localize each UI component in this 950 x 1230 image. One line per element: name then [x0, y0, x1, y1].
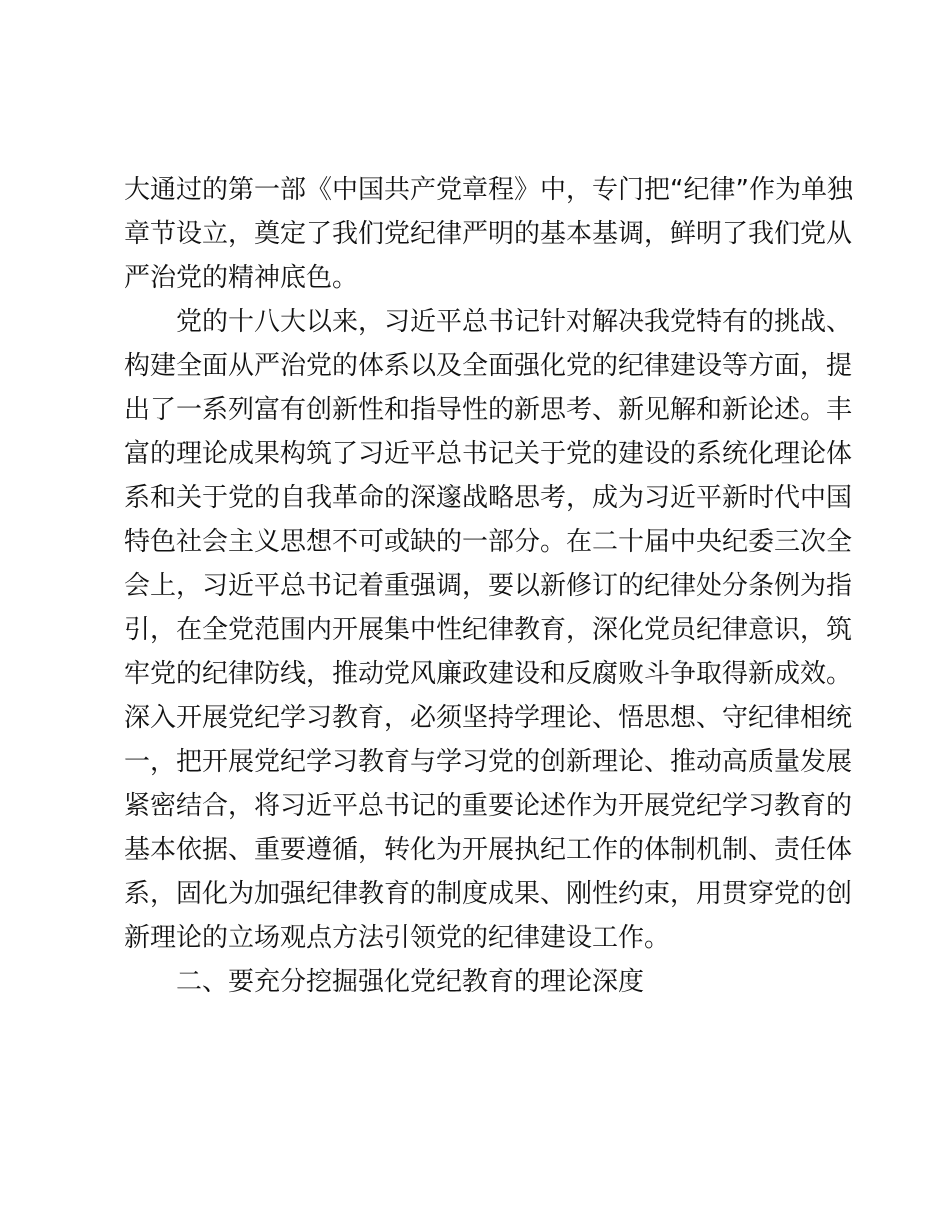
text-line: 引，在全党范围内开展集中性纪律教育，深化党员纪律意识，筑	[124, 615, 853, 645]
text-line: 系和关于党的自我革命的深邃战略思考，成为习近平新时代中国	[124, 483, 853, 513]
text-line: 基本依据、重要遵循，转化为开展执纪工作的体制机制、责任体	[124, 835, 853, 865]
text-line: 一，把开展党纪学习教育与学习党的创新理论、推动高质量发展	[124, 747, 853, 777]
text-line: 出了一系列富有创新性和指导性的新思考、新见解和新论述。丰	[124, 395, 853, 425]
text-line: 紧密结合，将习近平总书记的重要论述作为开展党纪学习教育的	[124, 791, 853, 821]
section-heading: 二、要充分挖掘强化党纪教育的理论深度	[176, 967, 645, 997]
text-line: 严治党的精神底色。	[124, 263, 359, 293]
text-line: 深入开展党纪学习教育，必须坚持学理论、悟思想、守纪律相统	[124, 703, 853, 733]
text-line: 富的理论成果构筑了习近平总书记关于党的建设的系统化理论体	[124, 439, 853, 469]
text-line: 特色社会主义思想不可或缺的一部分。在二十届中央纪委三次全	[124, 527, 853, 557]
text-line: 系，固化为加强纪律教育的制度成果、刚性约束，用贯穿党的创	[124, 879, 853, 909]
text-line: 牢党的纪律防线，推动党风廉政建设和反腐败斗争取得新成效。	[124, 659, 853, 689]
text-line: 新理论的立场观点方法引领党的纪律建设工作。	[124, 923, 671, 953]
text-line: 构建全面从严治党的体系以及全面强化党的纪律建设等方面，提	[124, 351, 853, 381]
text-line: 会上，习近平总书记着重强调，要以新修订的纪律处分条例为指	[124, 571, 853, 601]
document-body	[124, 168, 853, 1004]
text-line: 党的十八大以来，习近平总书记针对解决我党特有的挑战、	[176, 307, 853, 337]
text-line: 章节设立，奠定了我们党纪律严明的基本基调，鲜明了我们党从	[124, 219, 853, 249]
text-line: 大通过的第一部《中国共产党章程》中，专门把“纪律”作为单独	[124, 175, 853, 205]
